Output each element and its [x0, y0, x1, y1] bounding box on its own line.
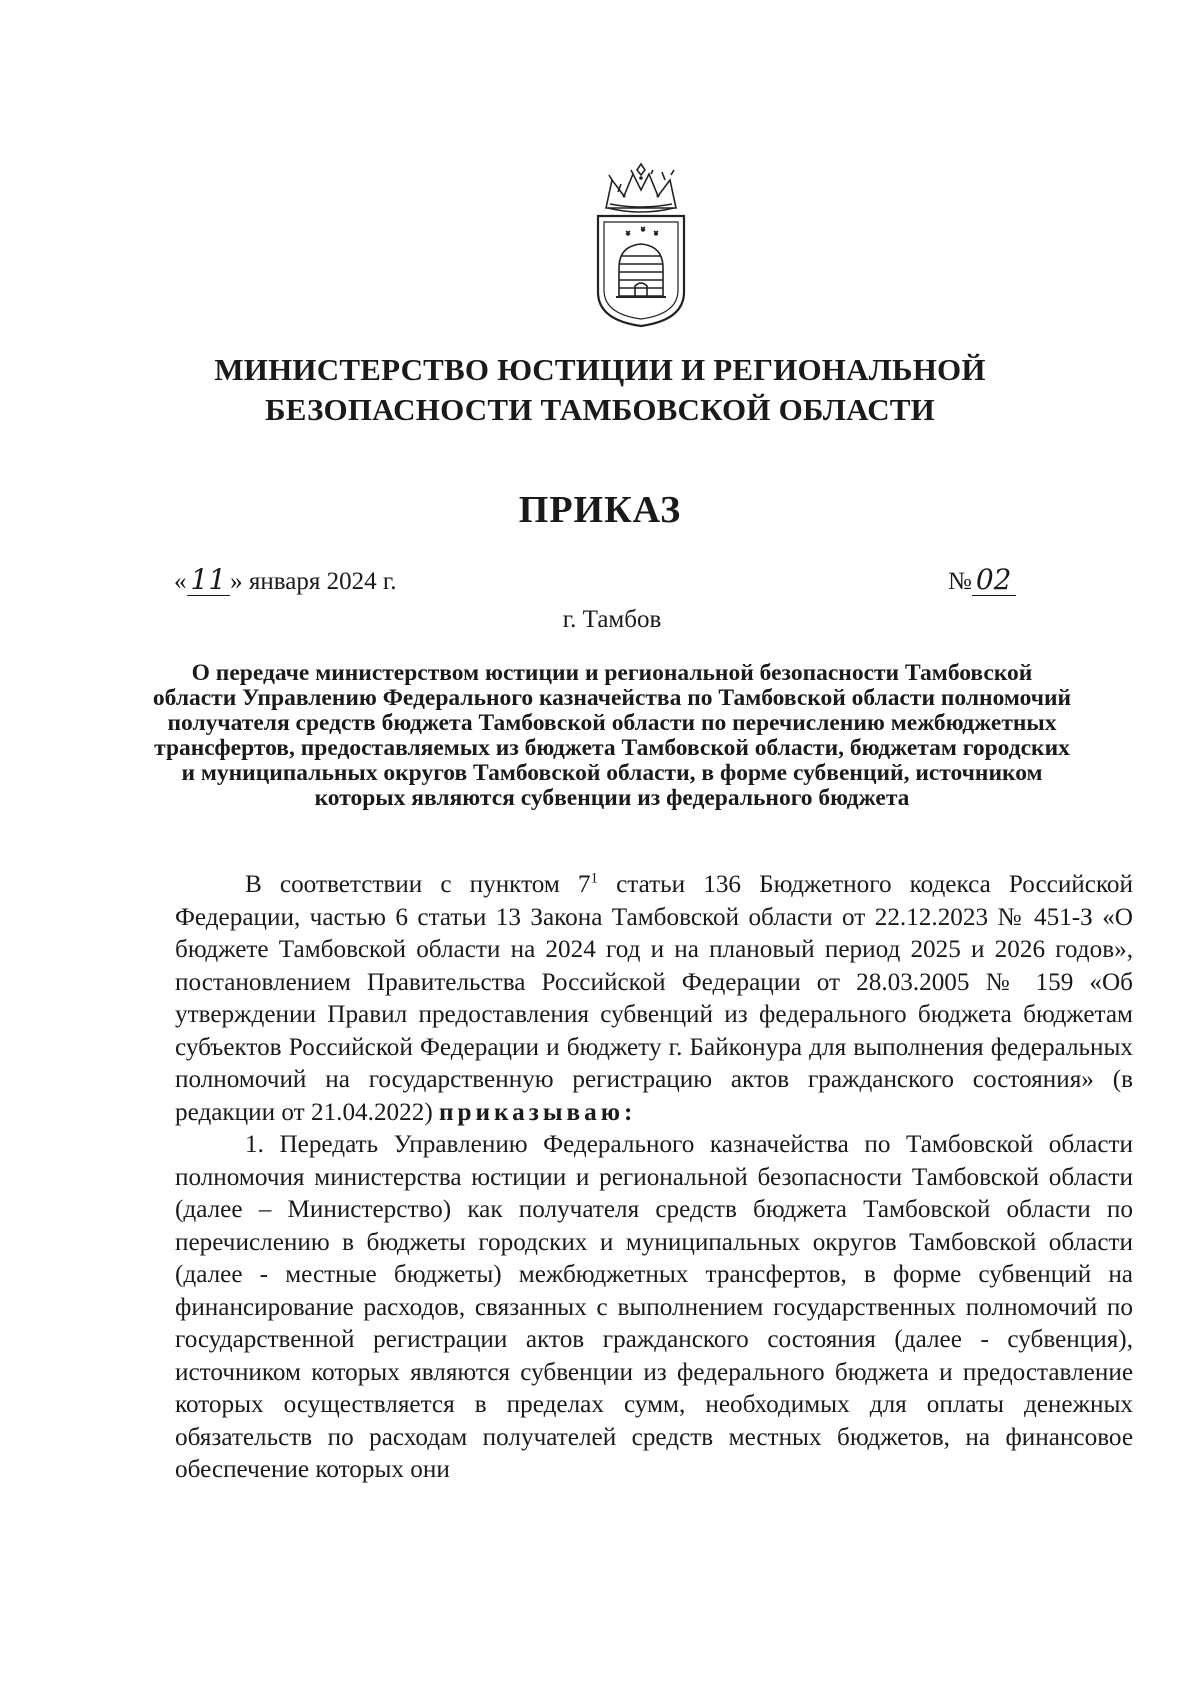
- document-subject: О передаче министерством юстиции и региональной безопасности Тамбовской области Управлению Федерального казначейства по Тамбовской области полномочий получателя средств бюджета Тамбовской области по перечислению межбюджетных трансфертов, предоставляемых из бюджета Тамбовской области, бюджетам городских и муниципальных округов Тамбовской области, в форме субвенций, источником которых являются субвенции из федерального бюджета: [152, 660, 1072, 811]
- organization-name: [0, 350, 1200, 430]
- preamble-text-start: В соответствии с пунктом 7: [245, 871, 591, 898]
- document-city: г. Тамбов: [562, 606, 662, 633]
- order-word: приказываю: [439, 1098, 625, 1126]
- date-open-quote: «: [174, 568, 187, 595]
- body-paragraph-item-1: 1. Передать Управлению Федерального казначейства по Тамбовской области полномочия министерства юстиции и региональной безопасности Тамбовской области (далее – Министерство) как получателя средств бюджета Тамбовской области по перечислению в бюджеты городских и муниципальных округов Тамбовской области (далее - местные бюджеты) межбюджетных трансфертов, в форме субвенций на финансирование расходов, связанных с выполнением государственных полномочий по государственной регистрации актов гражданского состояния (далее - субвенция), источником которых являются субвенции из федерального бюджета и предоставление которых осуществляется в пределах сумм, необходимых для оплаты денежных обязательств по расходам получателей средств местных бюджетов, на финансовое обеспечение которых они: [175, 1131, 1133, 1483]
- preamble-superscript: 1: [590, 870, 599, 887]
- handwritten-number: 02: [972, 565, 1016, 596]
- preamble-text-main: статьи 136 Бюджетного кодекса Российской Федерации, частью 6 статьи 13 Закона Тамбовской области от 22.12.2023 № 451-З «О бюджете Тамбовской области на 2024 год и на плановый период 2025 и 2026 годов», постановлением Правительства Российской Федерации от 28.03.2005 № 159 «Об утверждении Правил предоставления субвенций из федерального бюджета бюджетам субъектов Российской Федерации и бюджету г. Байконура для выполнения федеральных полномочий на государственную регистрацию актов гражданского состояния» (в редакции от 21.04.2022): [175, 871, 1133, 1126]
- body-paragraph-preamble: [175, 869, 1133, 1129]
- order-word-colon: :: [624, 1098, 637, 1126]
- number-sign: №: [948, 568, 972, 595]
- document-type-title: ПРИКАЗ: [518, 489, 682, 531]
- document-number: [948, 565, 1016, 599]
- document-date: [174, 565, 397, 599]
- organization-name-line-1: МИНИСТЕРСТВО ЮСТИЦИИ И РЕГИОНАЛЬНОЙ: [214, 352, 986, 387]
- handwritten-day: 11: [187, 565, 231, 596]
- organization-name-line-2: БЕЗОПАСНОСТИ ТАМБОВСКОЙ ОБЛАСТИ: [265, 392, 935, 427]
- document-body: [175, 869, 1133, 1487]
- date-month-year: » января 2024 г.: [230, 568, 397, 595]
- tambov-coat-of-arms-icon: [586, 160, 696, 330]
